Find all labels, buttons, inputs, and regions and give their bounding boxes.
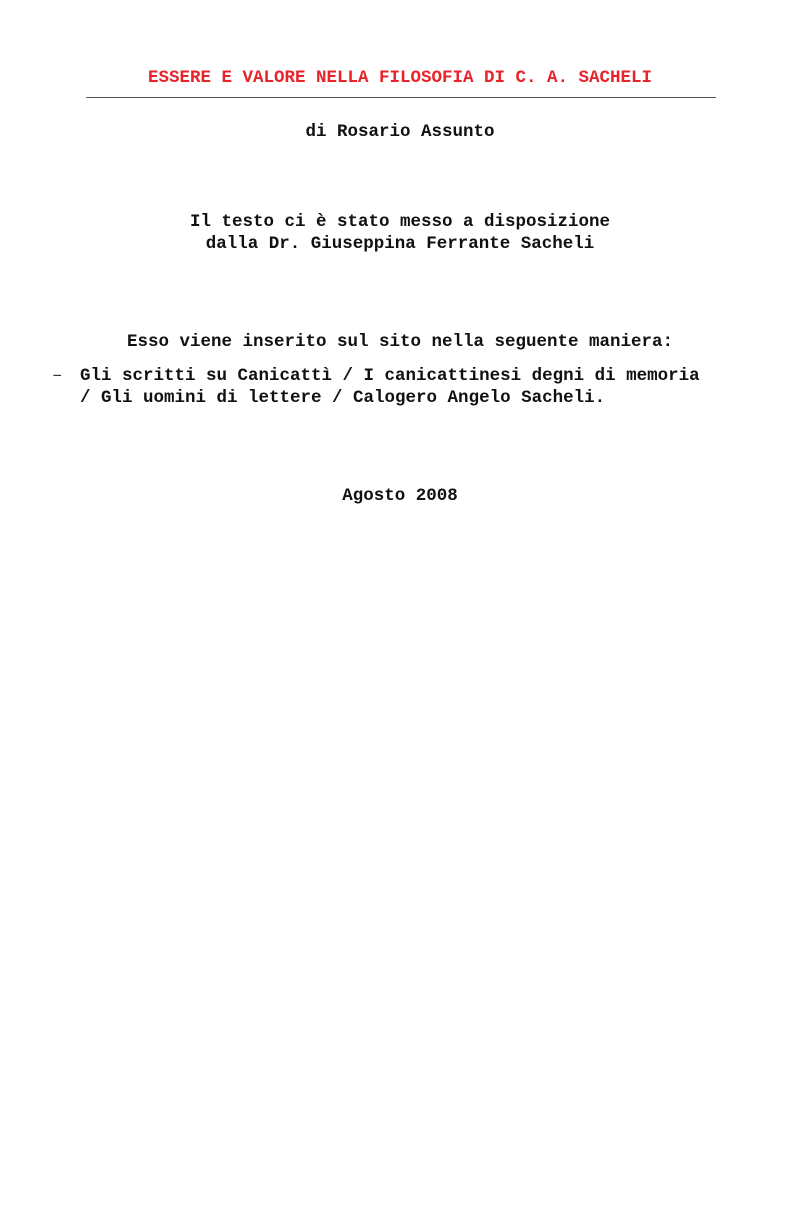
credit-paragraph: [0, 211, 800, 255]
document-date: Agosto 2008: [342, 486, 458, 506]
site-path-text: [80, 365, 700, 409]
credit-line-2: dalla Dr. Giuseppina Ferrante Sacheli: [205, 234, 595, 254]
credit-line-1: Il testo ci è stato messo a disposizione: [189, 212, 611, 232]
bullet-dash: –: [52, 366, 63, 386]
site-path-line-2: / Gli uomini di lettere / Calogero Angelo Sacheli.: [80, 388, 606, 408]
intro-line: Esso viene inserito sul sito nella seguente maniera:: [126, 332, 674, 352]
title-divider: [86, 97, 716, 98]
document-title: ESSERE E VALORE NELLA FILOSOFIA DI C. A. SACHELI: [147, 68, 653, 88]
author-line: di Rosario Assunto: [305, 122, 495, 142]
site-path-line-1: Gli scritti su Canicattì / I canicattinesi degni di memoria: [80, 366, 700, 386]
